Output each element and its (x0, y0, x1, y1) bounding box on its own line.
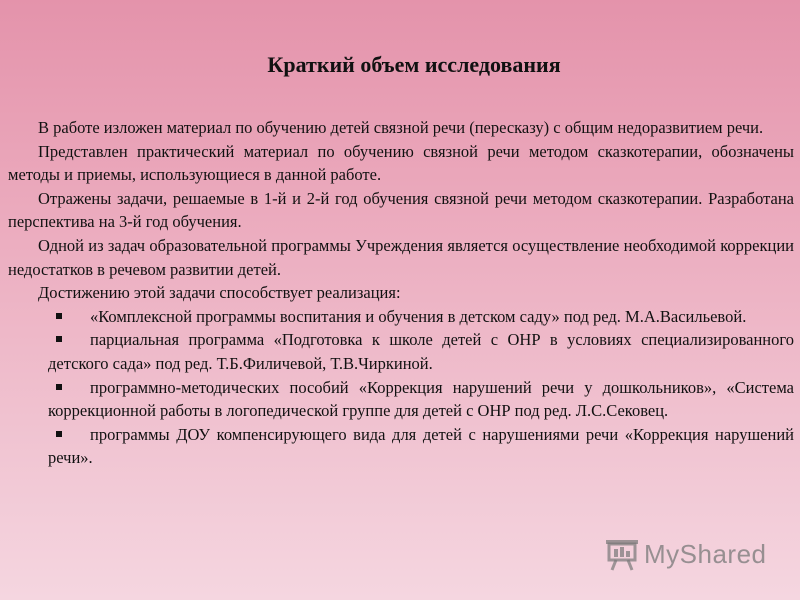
list-item (48, 328, 794, 375)
paragraph-5: Достижению этой задачи способствует реализация: (38, 283, 401, 303)
list-item (48, 305, 794, 329)
square-bullet-icon (56, 431, 62, 437)
slide-title: Краткий объем исследования (267, 52, 561, 77)
list-item-text: программы ДОУ компенсирующего вида для детей с нарушениями речи «Коррекция нарушений речи». (48, 424, 794, 468)
square-bullet-icon (56, 384, 62, 390)
program-list (8, 305, 794, 470)
slide-body (8, 116, 794, 470)
presentation-board-icon (604, 536, 640, 572)
list-item-text: парциальная программа «Подготовка к школе детей с ОНР в условиях специализированного детского сада» под ред. Т.Б.Филичевой, Т.В.Чиркиной. (48, 330, 794, 373)
square-bullet-icon (56, 336, 62, 342)
list-item-text: «Комплексной программы воспитания и обучения в детском саду» под ред. М.А.Васильевой. (90, 306, 747, 326)
paragraph-2: Представлен практический материал по обучению связной речи методом сказкотерапии, обозначены методы и приемы, использующиеся в данной работе. (8, 141, 794, 185)
paragraph-3: Отражены задачи, решаемые в 1-й и 2-й год обучения связной речи методом сказкотерапии. Разработана перспектива на 3-й год обучения. (8, 188, 794, 232)
list-item (48, 423, 794, 470)
watermark-logo (604, 536, 767, 572)
square-bullet-icon (56, 313, 62, 319)
list-item (48, 376, 794, 423)
paragraph-4: Одной из задач образовательной программы Учреждения является осуществление необходимой коррекции недостатков в речевом развитии детей. (8, 235, 794, 279)
paragraph-1: В работе изложен материал по обучению детей связной речи (пересказу) с общим недоразвитием речи. (38, 118, 764, 137)
watermark-text: MyShared (644, 538, 767, 569)
list-item-text: программно-методических пособий «Коррекция нарушений речи у дошкольников», «Система коррекционной работы в логопедической группе для детей с ОНР под ред. Л.С.Сековец. (48, 377, 794, 421)
